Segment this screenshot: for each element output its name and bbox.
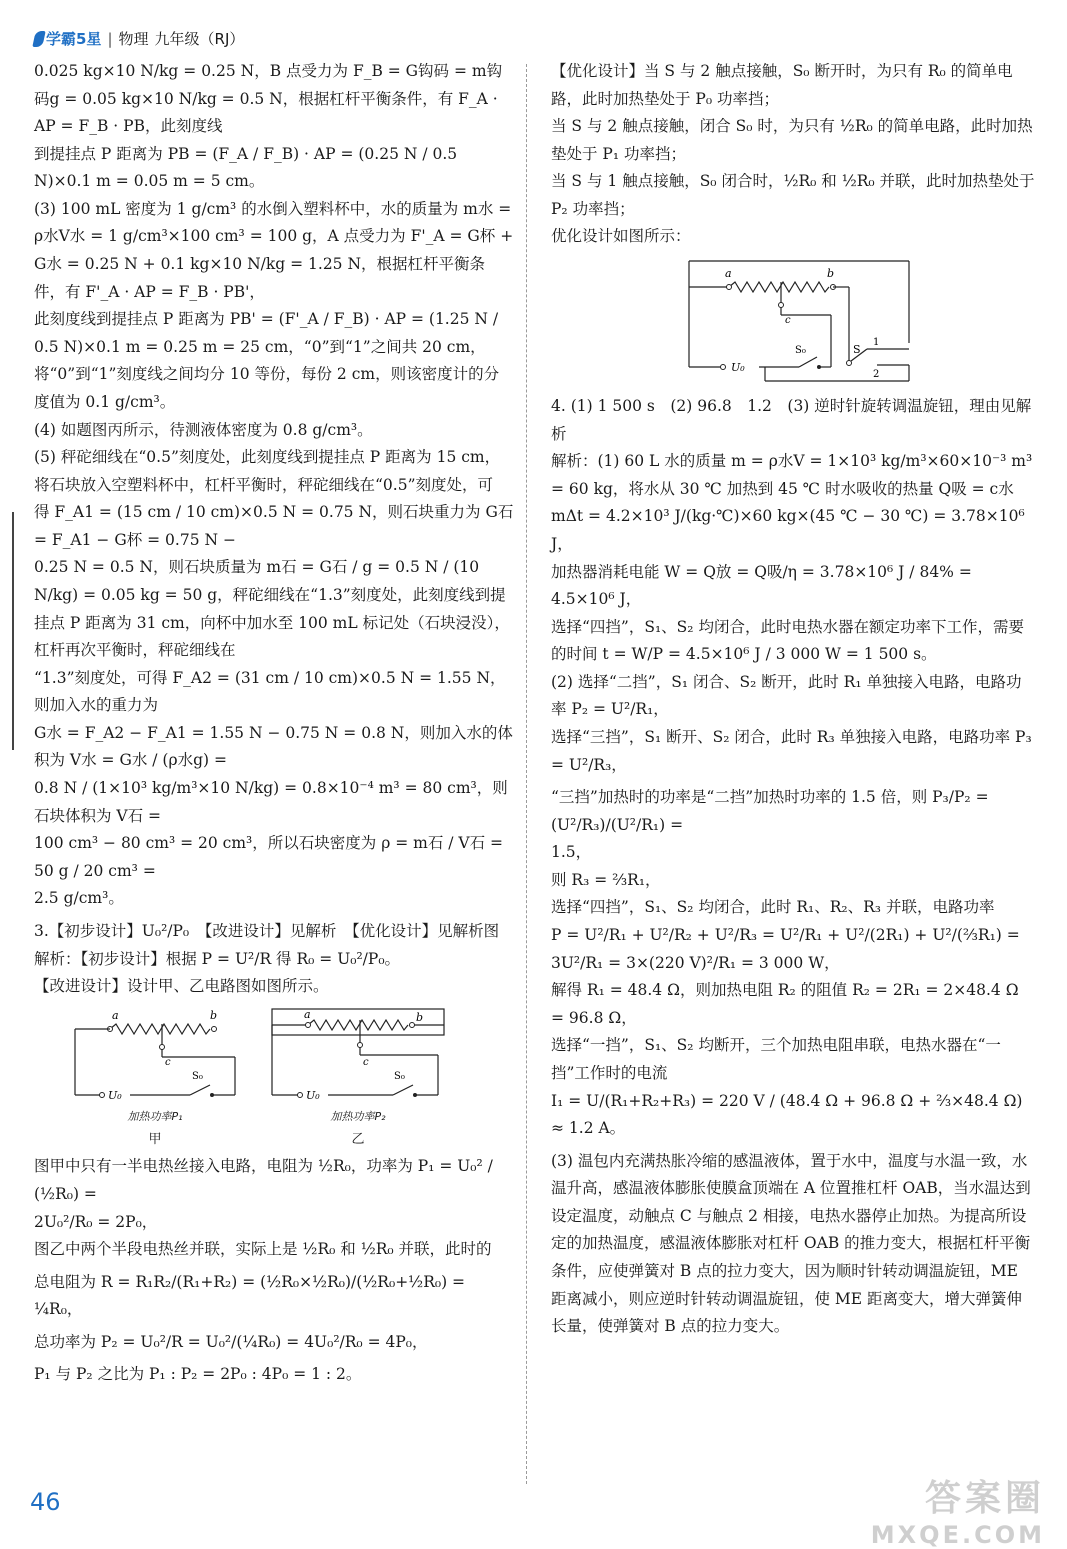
right-para-3: 当 S 与 1 触点接触，S₀ 闭合时，½R₀ 和 ½R₀ 并联，此时加热垫处于 P₂ 功率挡；	[551, 172, 1035, 218]
label-c: c	[363, 1056, 369, 1068]
left-para-16: 【改进设计】设计甲、乙电路图如图所示。	[34, 977, 329, 996]
right-para-18: I₁ = U/(R₁+R₂+R₃) = 220 V / (48.4 Ω + 96.8 Ω + ⅔×48.4 Ω) ≈ 1.2 A。	[551, 1091, 1023, 1138]
right-para-19: (3) 温包内充满热胀冷缩的感温液体，置于水中，温度与水温一致，水温升高，感温液体膨胀使膜盒顶端在 A 位置推杠杆 OAB，当水温达到设定温度，动触点 C 与触点 2 相接，电热水器停止加热。为提高所设定的加热温度，感温液体膨胀对杠杆 OAB 的推力变大，根据杠杆平衡条件，应使弹簧对 B 点的拉力变大，因为顺时针转动调温旋钮，ME 距离减小，则应逆时针转动调温旋钮，使 ME 距离变大，增大弹簧伸长量，使弹簧对 B 点的拉力变大。	[551, 1151, 1031, 1336]
right-para-2: 当 S 与 2 触点接触，闭合 S₀ 时，为只有 ½R₀ 的简单电路，此时加热垫处于 P₁ 功率挡；	[551, 117, 1033, 163]
brand-logo	[34, 28, 101, 49]
label-u0: U₀	[306, 1088, 320, 1102]
right-para-8: 选择“四挡”，S₁、S₂ 均闭合，此时电热水器在额定功率下工作，需要的时间 t = W/P = 4.5×10⁶ J / 3 000 W = 1 500 s。	[551, 617, 1024, 664]
circuit-yi	[268, 1007, 448, 1152]
right-para-15: P = U²/R₁ + U²/R₂ + U²/R₃ = U²/R₁ + U²/(2R₁) + U²/(⅔R₁) = 3U²/R₁ = 3×(220 V)²/R₁ = 3 000 W，	[551, 926, 1020, 972]
page-header	[34, 28, 244, 49]
left-para-6: (5) 秤砣细线在“0.5”刻度处，此刻度线到提挂点 P 距离为 15 cm，将石块放入空塑料杯中，杠杆平衡时，秤砣细线在“0.5”刻度处，可	[34, 448, 501, 494]
circuit-figures-jia-yi	[70, 1007, 514, 1152]
left-para-4: 此刻度线到提挂点 P 距离为 PB' = (F'_A / F_B) · AP = (1.25 N / 0.5 N)×0.1 m = 0.25 m = 25 cm，“0”到“1”之间共 20 cm，将“0”到“1”刻度线之间均分 10 等份，每份 2 cm，则该密度计的分度值为 0.1 g/cm³。	[34, 310, 500, 411]
label-s: S	[853, 343, 861, 357]
circuit-yi-diagram	[268, 1007, 448, 1107]
left-para-5: (4) 如题图丙所示，待测液体密度为 0.8 g/cm³。	[34, 420, 373, 439]
right-para-12: 1.5，	[551, 843, 592, 862]
q3-answer: 3.【初步设计】U₀²/P₀ 【改进设计】见解析 【优化设计】见解析图	[34, 921, 500, 940]
right-para-14: 选择“四挡”，S₁、S₂ 均闭合，此时 R₁、R₂、R₃ 并联，电路功率	[551, 898, 995, 917]
watermark	[871, 1470, 1045, 1549]
right-para-10: 选择“三挡”，S₁ 断开、S₂ 闭合，此时 R₃ 单独接入电路，电路功率 P₃ = U²/R₃，	[551, 727, 1032, 774]
right-para-11: “三挡”加热时的功率是“二挡”加热时功率的 1.5 倍，则 P₃/P₂ = (U²/R₃)/(U²/R₁) =	[551, 788, 989, 834]
q4-answer: 4. (1) 1 500 s (2) 96.8 1.2 (3) 逆时针旋转调温旋钮，理由见解析	[551, 397, 1032, 443]
left-para-15: 解析：【初步设计】根据 P = U²/R 得 R₀ = U₀²/P₀。	[34, 949, 401, 968]
right-para-7: 加热器消耗电能 W = Q放 = Q吸/η = 3.78×10⁶ J / 84% = 4.5×10⁶ J，	[551, 562, 972, 609]
left-para-8: 0.25 N = 0.5 N，则石块质量为 m石 = G石 / g = 0.5 N / (10 N/kg) = 0.05 kg = 50 g，秤砣细线在“1.3”刻度处，此刻度线到提挂点 P 距离为 31 cm，向杯中加水至 100 mL 标记处（石块浸没），杠杆再次平衡时，秤砣细线在	[34, 558, 510, 660]
left-para-2: 到提挂点 P 距离为 PB = (F_A / F_B) · AP = (0.25 N / 0.5 N)×0.1 m = 0.05 m = 5 cm。	[34, 144, 458, 191]
label-u0: U₀	[731, 361, 745, 375]
caption-p2: 加热功率P₂	[330, 1109, 386, 1123]
circuit-jia	[70, 1007, 240, 1152]
optimized-circuit	[551, 257, 1036, 387]
label-s0: S₀	[192, 1070, 203, 1082]
label-a: a	[112, 1008, 119, 1022]
label-contact-2: 2	[873, 369, 880, 381]
right-para-16: 解得 R₁ = 48.4 Ω，则加热电阻 R₂ 的阻值 R₂ = 2R₁ = 2×48.4 Ω = 96.8 Ω，	[551, 981, 1019, 1027]
optimized-circuit-diagram	[681, 257, 921, 387]
right-para-4: 优化设计如图所示：	[551, 227, 691, 246]
right-para-13: 则 R₃ = ⅔R₁，	[551, 870, 661, 889]
left-para-17: 图甲中只有一半电热丝接入电路，电阻为 ½R₀，功率为 P₁ = U₀² / (½R₀) =	[34, 1157, 493, 1203]
label-b: b	[416, 1010, 424, 1024]
brand-name: 学霸5星	[46, 30, 102, 48]
header-separator: |	[107, 29, 113, 48]
watermark-logo: 答案圈	[924, 1478, 1045, 1519]
circuit-jia-diagram	[70, 1007, 240, 1107]
margin-rule	[12, 512, 14, 750]
left-column	[34, 58, 514, 1389]
caption-p1: 加热功率P₁	[127, 1109, 183, 1123]
watermark-url: MXQE.COM	[870, 1521, 1045, 1549]
left-para-20: 总电阻为 R = R₁R₂/(R₁+R₂) = (½R₀×½R₀)/(½R₀+½R₀) = ¼R₀，	[34, 1272, 466, 1319]
left-para-9: “1.3”刻度处，可得 F_A2 = (31 cm / 10 cm)×0.5 N = 1.55 N，则加入水的重力为	[34, 668, 506, 715]
left-para-18: 2U₀²/R₀ = 2P₀，	[34, 1212, 158, 1231]
caption-jia: 甲	[148, 1132, 162, 1148]
right-para-17: 选择“一挡”，S₁、S₂ 均断开，三个加热电阻串联，电热水器在“一挡”工作时的电流	[551, 1036, 1001, 1082]
page-number: 46	[30, 1488, 61, 1516]
label-c: c	[165, 1056, 171, 1068]
caption-yi: 乙	[351, 1132, 365, 1148]
label-u0: U₀	[108, 1088, 122, 1102]
label-b: b	[827, 267, 835, 281]
left-para-22: P₁ 与 P₂ 之比为 P₁ : P₂ = 2P₀ : 4P₀ = 1 : 2。	[34, 1365, 362, 1384]
left-para-19: 图乙中两个半段电热丝并联，实际上是 ½R₀ 和 ½R₀ 并联，此时的	[34, 1240, 492, 1259]
left-para-3: (3) 100 mL 密度为 1 g/cm³ 的水倒入塑料杯中，水的质量为 m水 = ρ水V水 = 1 g/cm³×100 cm³ = 100 g，A 点受力为 F'_A = G杯 + G水 = 0.25 N + 0.1 kg×10 N/kg = 1.25 N，根据杠杆平衡条件，有 F'_A · AP = F_B · PB'，	[34, 199, 514, 301]
label-c: c	[785, 315, 791, 327]
right-para-1: 【优化设计】当 S 与 2 触点接触，S₀ 断开时，为只有 R₀ 的简单电路，此时加热垫处于 P₀ 功率挡；	[551, 62, 1013, 108]
right-para-9: (2) 选择“二挡”，S₁ 闭合、S₂ 断开，此时 R₁ 单独接入电路，电路功率 P₂ = U²/R₁，	[551, 672, 1022, 719]
left-para-11: 0.8 N / (1×10³ kg/m³×10 N/kg) = 0.8×10⁻⁴ m³ = 80 cm³，则石块体积为 V石 =	[34, 779, 508, 825]
left-para-13: 2.5 g/cm³。	[34, 889, 124, 908]
label-contact-1: 1	[873, 337, 880, 349]
left-para-21: 总功率为 P₂ = U₀²/R = U₀²/(¼R₀) = 4U₀²/R₀ = 4P₀，	[34, 1332, 428, 1351]
left-para-12: 100 cm³ − 80 cm³ = 20 cm³，所以石块密度为 ρ = m石 / V石 = 50 g / 20 cm³ =	[34, 834, 504, 880]
left-para-7: 得 F_A1 = (15 cm / 10 cm)×0.5 N = 0.75 N，则石块重力为 G石 = F_A1 − G杯 = 0.75 N −	[34, 503, 514, 549]
right-column	[551, 58, 1036, 1341]
label-b: b	[210, 1008, 218, 1022]
label-s0: S₀	[795, 345, 806, 357]
label-s0: S₀	[394, 1070, 405, 1082]
right-para-6: 解析：(1) 60 L 水的质量 m = ρ水V = 1×10³ kg/m³×60×10⁻³ m³ = 60 kg，将水从 30 ℃ 加热到 45 ℃ 时水吸收的热量 Q吸 = c水mΔt = 4.2×10³ J/(kg·℃)×60 kg×(45 ℃ − 30 ℃) = 3.78×10⁶ J，	[551, 452, 1033, 553]
left-para-10: G水 = F_A2 − F_A1 = 1.55 N − 0.75 N = 0.8 N，则加入水的体积为 V水 = G水 / (ρ水g) =	[34, 723, 513, 770]
brand-mark-icon	[32, 31, 45, 47]
column-divider	[526, 64, 527, 1484]
header-grade: 九年级（RJ）	[154, 30, 245, 48]
label-a: a	[725, 267, 732, 281]
label-a: a	[304, 1007, 311, 1021]
left-para-1: 0.025 kg×10 N/kg = 0.25 N，B 点受力为 F_B = G钩码 = m钩码g = 0.05 kg×10 N/kg = 0.5 N，根据杠杆平衡条件，有 F_A · AP = F_B · PB，此刻度线	[34, 62, 503, 136]
header-subject: 物理	[118, 30, 149, 48]
